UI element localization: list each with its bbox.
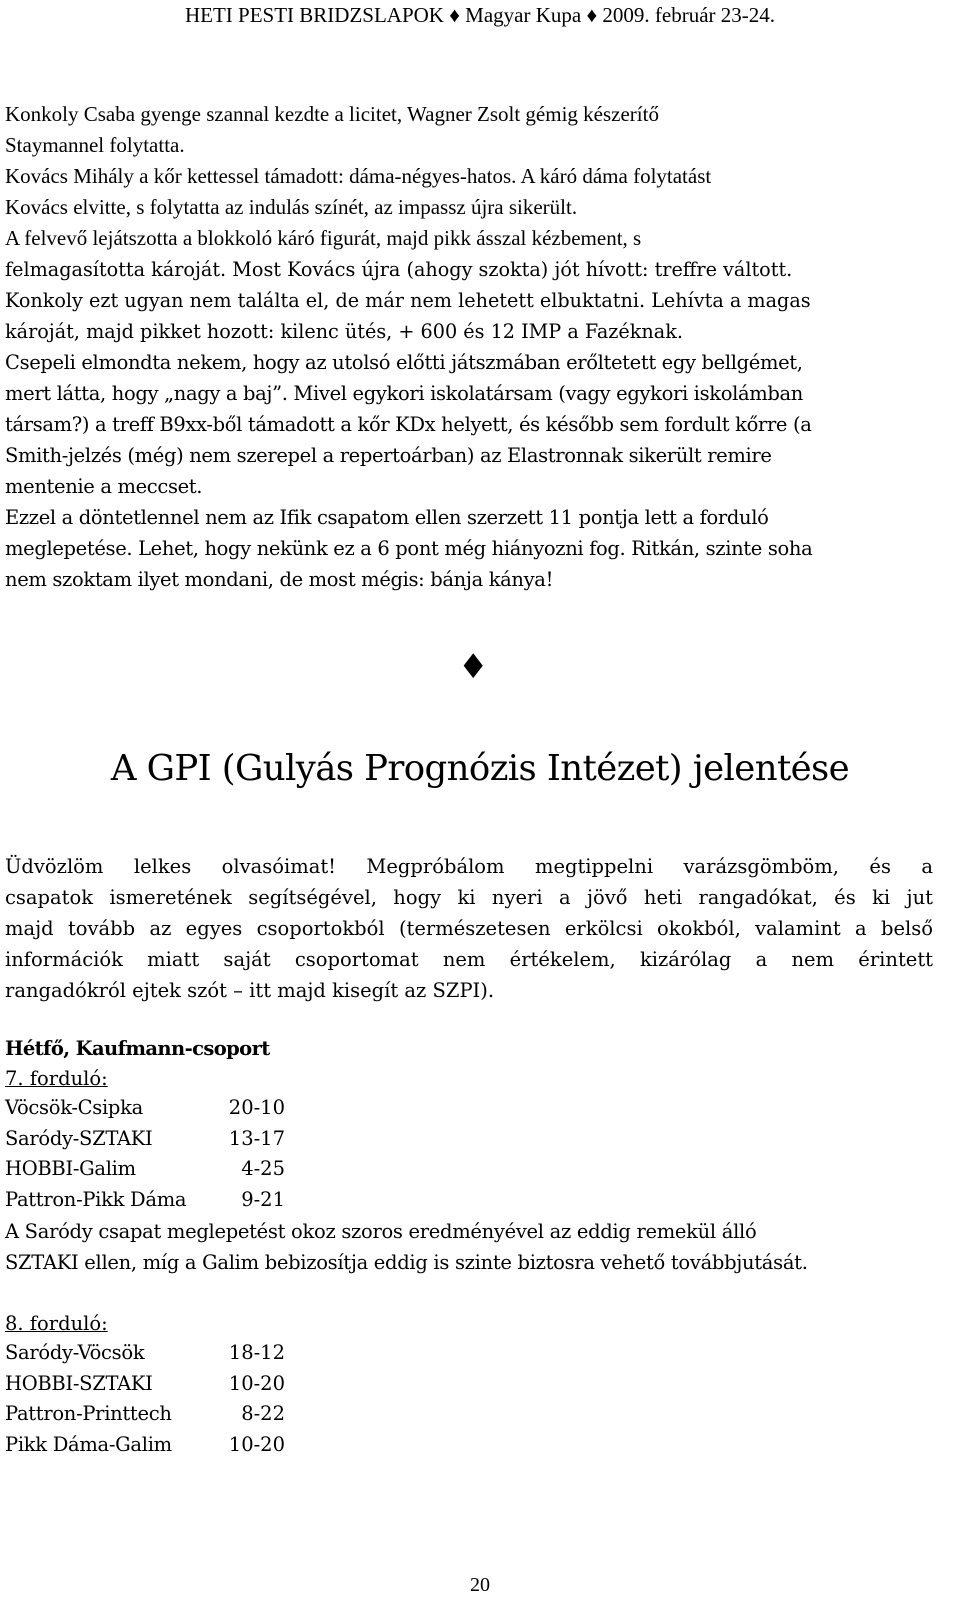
page-number: 20 xyxy=(470,1574,490,1596)
welcome-paragraph xyxy=(5,851,933,1006)
text-line: Üdvözlöm lelkes olvasóimat! Megpróbálom megtippelni varázsgömböm, és a xyxy=(5,855,933,878)
text-line: Kovács Mihály a kőr kettessel támadott: dáma-négyes-hatos. A káró dáma folytatást xyxy=(5,164,712,188)
match-score: 8-22 xyxy=(241,1402,285,1425)
match-teams: Pattron-Pikk Dáma xyxy=(5,1187,187,1211)
match-teams: Pattron-Printtech xyxy=(5,1402,172,1425)
match-teams: Saródy-Vöcsök xyxy=(5,1341,145,1364)
text-line: majd tovább az egyes csoportokból (természetesen erkölcsi okokból, valamint a belső xyxy=(5,917,933,940)
diamond-divider-icon: ♦ xyxy=(458,647,489,687)
text-line: mert látta, hogy „nagy a baj”. Mivel egykori iskolatársam (vagy egykori iskolámban xyxy=(5,382,804,405)
match-score: 10-20 xyxy=(228,1371,285,1395)
intro-paragraph-a xyxy=(5,99,711,254)
text-line: A felvevő lejátszotta a blokkoló káró figurát, majd pikk ásszal kézbement, s xyxy=(5,226,642,250)
round-7-comment xyxy=(5,1216,808,1278)
text-line: Konkoly Csaba gyenge szannal kezdte a licitet, Wagner Zsolt gémig készerítő xyxy=(5,102,659,126)
text-line: károját, majd pikket hozott: kilenc ütés, + 600 és 12 IMP a Fazéknak. xyxy=(5,320,683,343)
text-line: felmagasította károját. Most Kovács újra (ahogy szokta) jót hívott: treffre váltott. xyxy=(5,258,793,281)
text-line: A Saródy csapat meglepetést okoz szoros eredményével az eddig remekül álló xyxy=(5,1220,757,1243)
match-score: 10-20 xyxy=(228,1432,285,1456)
text-line: Kovács elvitte, s folytatta az indulás színét, az impassz újra sikerült. xyxy=(5,195,578,219)
intro-paragraph-b xyxy=(5,254,811,347)
text-line: társam?) a treff B9xx-ből támadott a kőr KDx helyett, és később sem fordult kőrre (a xyxy=(5,413,812,436)
text-line: SZTAKI ellen, míg a Galim bebizosítja eddig is szinte biztosra vehető továbbjutását. xyxy=(5,1251,808,1274)
section-title: A GPI (Gulyás Prognózis Intézet) jelentése xyxy=(110,748,850,789)
text-line: rangadókról ejtek szót – itt majd kisegít az SZPI). xyxy=(5,979,495,1002)
group-heading: Hétfő, Kaufmann-csoport xyxy=(5,1037,270,1060)
text-line: meglepetése. Lehet, hogy nekünk ez a 6 pont még hiányozni fog. Ritkán, szinte soha xyxy=(5,537,813,560)
match-teams: Saródy-SZTAKI xyxy=(5,1126,153,1150)
match-score: 18-12 xyxy=(228,1341,285,1364)
text-line: Konkoly ezt ugyan nem találta el, de már nem lehetett elbuktatni. Lehívta a magas xyxy=(5,289,811,312)
match-teams: HOBBI-SZTAKI xyxy=(5,1371,153,1395)
match-score: 4-25 xyxy=(241,1157,285,1180)
text-line: információk miatt saját csoportomat nem értékelem, kizárólag a nem érintett xyxy=(5,948,933,971)
text-line: Smith-jelzés (még) nem szerepel a repertoárban) az Elastronnak sikerült remire xyxy=(5,444,772,467)
text-line: nem szoktam ilyet mondani, de most mégis: bánja kánya! xyxy=(5,568,554,591)
round-7-label: 7. forduló: xyxy=(5,1067,108,1090)
text-line: csapatok ismeretének segítségével, hogy ki nyeri a jövő heti rangadókat, és ki jut xyxy=(5,886,933,909)
running-header: HETI PESTI BRIDZSLAPOK ♦ Magyar Kupa ♦ 2009. február 23-24. xyxy=(184,3,776,27)
round-8-label: 8. forduló: xyxy=(5,1312,108,1335)
match-teams: HOBBI-Galim xyxy=(5,1157,136,1180)
intro-paragraph-c xyxy=(5,347,812,595)
text-line: mentenie a meccset. xyxy=(5,475,203,498)
match-score: 20-10 xyxy=(228,1096,285,1119)
match-score: 9-21 xyxy=(241,1187,285,1211)
match-teams: Pikk Dáma-Galim xyxy=(5,1432,172,1456)
match-score: 13-17 xyxy=(228,1126,285,1150)
text-line: Csepeli elmondta nekem, hogy az utolsó előtti játszmában erőltetett egy bellgémet, xyxy=(5,351,803,374)
match-teams: Vöcsök-Csipka xyxy=(5,1096,143,1119)
text-line: Staymannel folytatta. xyxy=(5,133,185,157)
text-line: Ezzel a döntetlennel nem az Ifik csapatom ellen szerzett 11 pontja lett a forduló xyxy=(5,506,769,529)
